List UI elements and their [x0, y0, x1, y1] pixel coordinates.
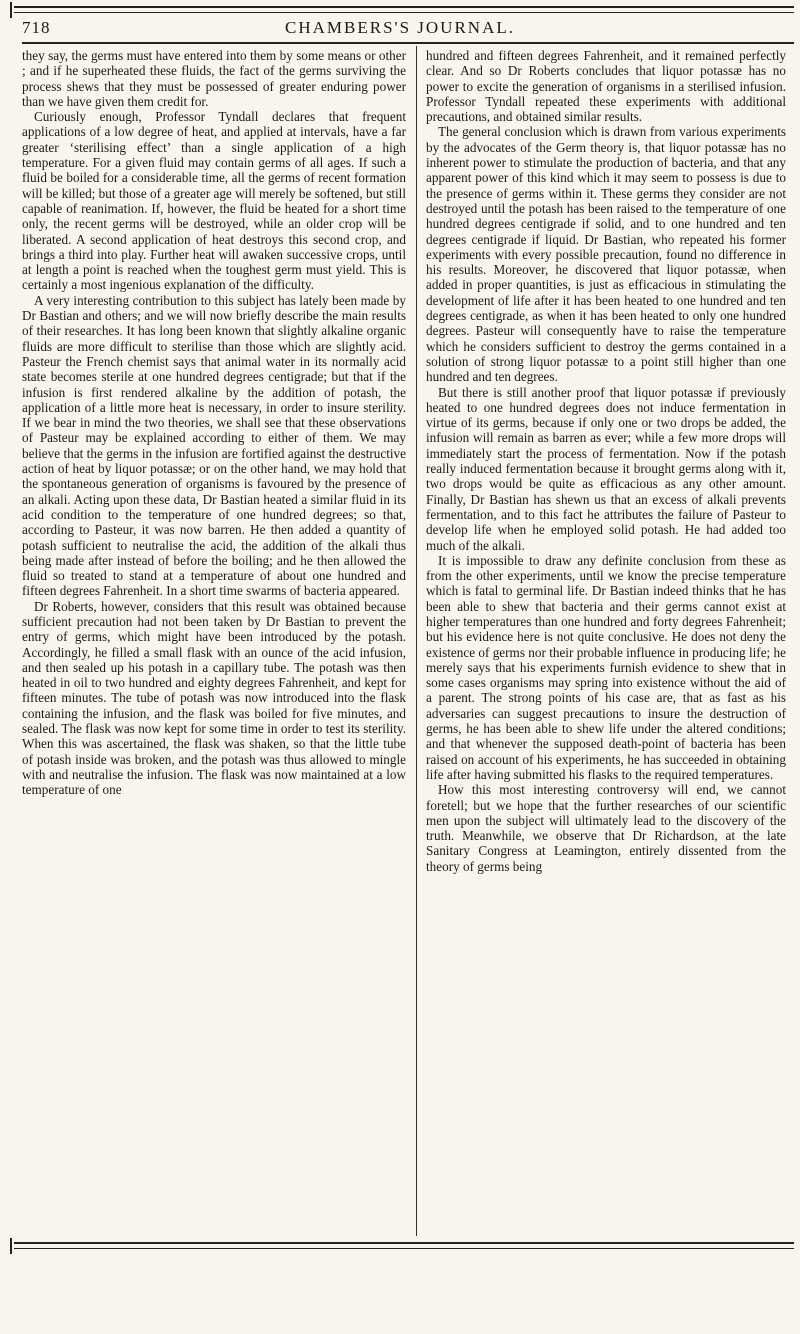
paragraph: How this most interesting controversy will end, we cannot foretell; but we hope that the further researches of our scientific men upon the subject will ultimately lead to the discovery of the truth. Meanwhile, we observe that Dr Richardson, at the late Sanitary Congress at Leamington, entirely dissented from the theory of germs being	[426, 782, 786, 874]
running-title: CHAMBERS'S JOURNAL.	[285, 18, 515, 37]
paragraph: But there is still another proof that liquor potassæ if previously heated to one hundred degrees does not induce fermentation in virtue of its germs, because if only one or two drops be added, the infusion will remain as barren as ever; while a few more drops will immediately start the process of fermentation. Now if the potash really induced fermentation because it brought germs along with it, two drops would be quite as efficacious as any other amount. Finally, Dr Bastian has shewn us that an excess of alkali prevents fermentation, and to this fact he attributes the failure of Pasteur to develop life when he employed solid potash. He had added too much of the alkali.	[426, 384, 786, 553]
column-divider	[416, 46, 417, 1236]
paragraph: they say, the germs must have entered into them by some means or other ; and if he superheated these fluids, the fact of the germs surviving the process shews that they must be possessed of greater enduring power than we have given them credit for.	[22, 48, 406, 109]
header-rule	[22, 42, 794, 44]
paragraph: The general conclusion which is drawn from various experiments by the advocates of the Germ theory is, that liquor potassæ has no inherent power to stimulate the production of bacteria, and that any apparent power of this kind which it may seem to possess is due to the presence of germs within it. These germs they consider are not destroyed until the potash has been raised to the temperature of one hundred degrees centigrade if solid, and to one hundred and ten degrees centigrade if liquid. Dr Bastian, who repeated his former experiments with every possible precaution, found no difference in his results. Moreover, he discovered that liquor potassæ, when added in proper quantities, is just as efficacious in stimulating the development of life after it has been heated to one hundred and ten degrees centigrade, as when it has been heated to only one hundred degrees. Pasteur will consequently have to raise the temperature which he considers sufficient to destroy the germs contained in a solution of strong liquor potassæ to a point still higher than one hundred and ten degrees.	[426, 124, 786, 385]
left-column	[22, 48, 406, 798]
top-border-rule	[14, 6, 794, 8]
paragraph: A very interesting contribution to this subject has lately been made by Dr Bastian and others; and we will now briefly describe the main results of their researches. It has long been known that slightly alkaline organic fluids are more difficult to sterilise than those which are slightly acid. Pasteur the French chemist says that animal water in its normally acid state becomes sterile at one hundred degrees centigrade; but that if the infusion is first rendered alkaline by the addition of potash, the application of a little more heat is necessary, in order to insure sterility. If we bear in mind the two theories, we shall see that these observations of Pasteur may be explained according to either of them. We may believe that the germs in the infusion are fortified against the destructive action of heat by liquor potassæ; or on the other hand, we may hold that the spontaneous generation of organisms is favoured by the presence of an alkali. Acting upon these data, Dr Bastian heated a similar fluid in its acid condition to the temperature of one hundred degrees; so that, according to Pasteur, it was now barren. He then added a quantity of potash sufficient to neutralise the acid, the addition of the alkali thus being made after instead of before the boiling; and he then allowed the fluid so treated to stand at a temperature of about one hundred and fifteen degrees Fahrenheit. In a short time swarms of bacteria appeared.	[22, 292, 406, 599]
page-number: 718	[22, 18, 51, 37]
frame-corner-bottom	[10, 1238, 24, 1254]
bottom-border-rule	[14, 1242, 794, 1244]
right-column	[426, 48, 786, 874]
bottom-border-rule-thin	[14, 1248, 794, 1249]
paragraph: Curiously enough, Professor Tyndall declares that frequent applications of a low degree of heat, and applied at intervals, have a far greater ‘sterilising effect’ than a single application of a high temperature. For a given fluid may contain germs of all ages. If such a fluid be boiled for a considerable time, all the germs of recent formation will be killed; but those of a greater age will merely be softened, but still capable of reanimation. If, however, the fluid be heated for a short time only, the recent germs will be destroyed, while an older crop will be liberated. A second application of heat destroys this second crop, and brings a third into play. Further heat will awaken successive crops, until at length a point is reached when the toughest germ must yield. This is certainly a most ingenious explanation of the difficulty.	[22, 109, 406, 293]
paragraph: hundred and fifteen degrees Fahrenheit, and it remained perfectly clear. And so Dr Roberts concludes that liquor potassæ has no power to excite the generation of organisms in a sterilised infusion. Professor Tyndall repeated these experiments with additional precautions, and obtained similar results.	[426, 48, 786, 125]
paragraph: Dr Roberts, however, considers that this result was obtained because sufficient precaution had not been taken by Dr Bastian to prevent the entry of germs, which might have been introduced by the potash. Accordingly, he filled a small flask with an ounce of the acid infusion, and then sealed up his potash in a capillary tube. The potash was then heated in oil to two hundred and eighty degrees Fahrenheit, and kept for fifteen minutes. The tube of potash was now introduced into the flask containing the infusion, and the flask was boiled for five minutes, and sealed. The flask was now kept for some time in order to test its sterility. When this was ascertained, the flask was shaken, so that the little tube of potash inside was broken, and the potash was thus allowed to mingle with and neutralise the infusion. The flask was now maintained at a low temperature of one	[22, 598, 406, 798]
frame-corner-top	[10, 2, 24, 18]
paragraph: It is impossible to draw any definite conclusion from these as from the other experiments, until we know the precise temperature which is fatal to germinal life. Dr Bastian indeed thinks that he has been able to shew that bacteria and their germs cannot exist at higher temperatures than one hundred and forty degrees Fahrenheit; but his evidence here is not quite conclusive. He does not deny the existence of germs nor their probable influence in producing life; he merely says that his experiments furnish evidence to shew that in some cases organisms may spring into existence without the aid of a parent. The strong points of his case are, that as fast as his adversaries can suggest precautions to insure the destruction of germs, he has been able to shew life under the altered conditions; and that whenever the supposed death-point of bacteria has been raised on account of his experiments, he has succeeded in obtaining life after having submitted his flasks to the required temperatures.	[426, 552, 786, 782]
top-border-rule-thin	[14, 12, 794, 13]
